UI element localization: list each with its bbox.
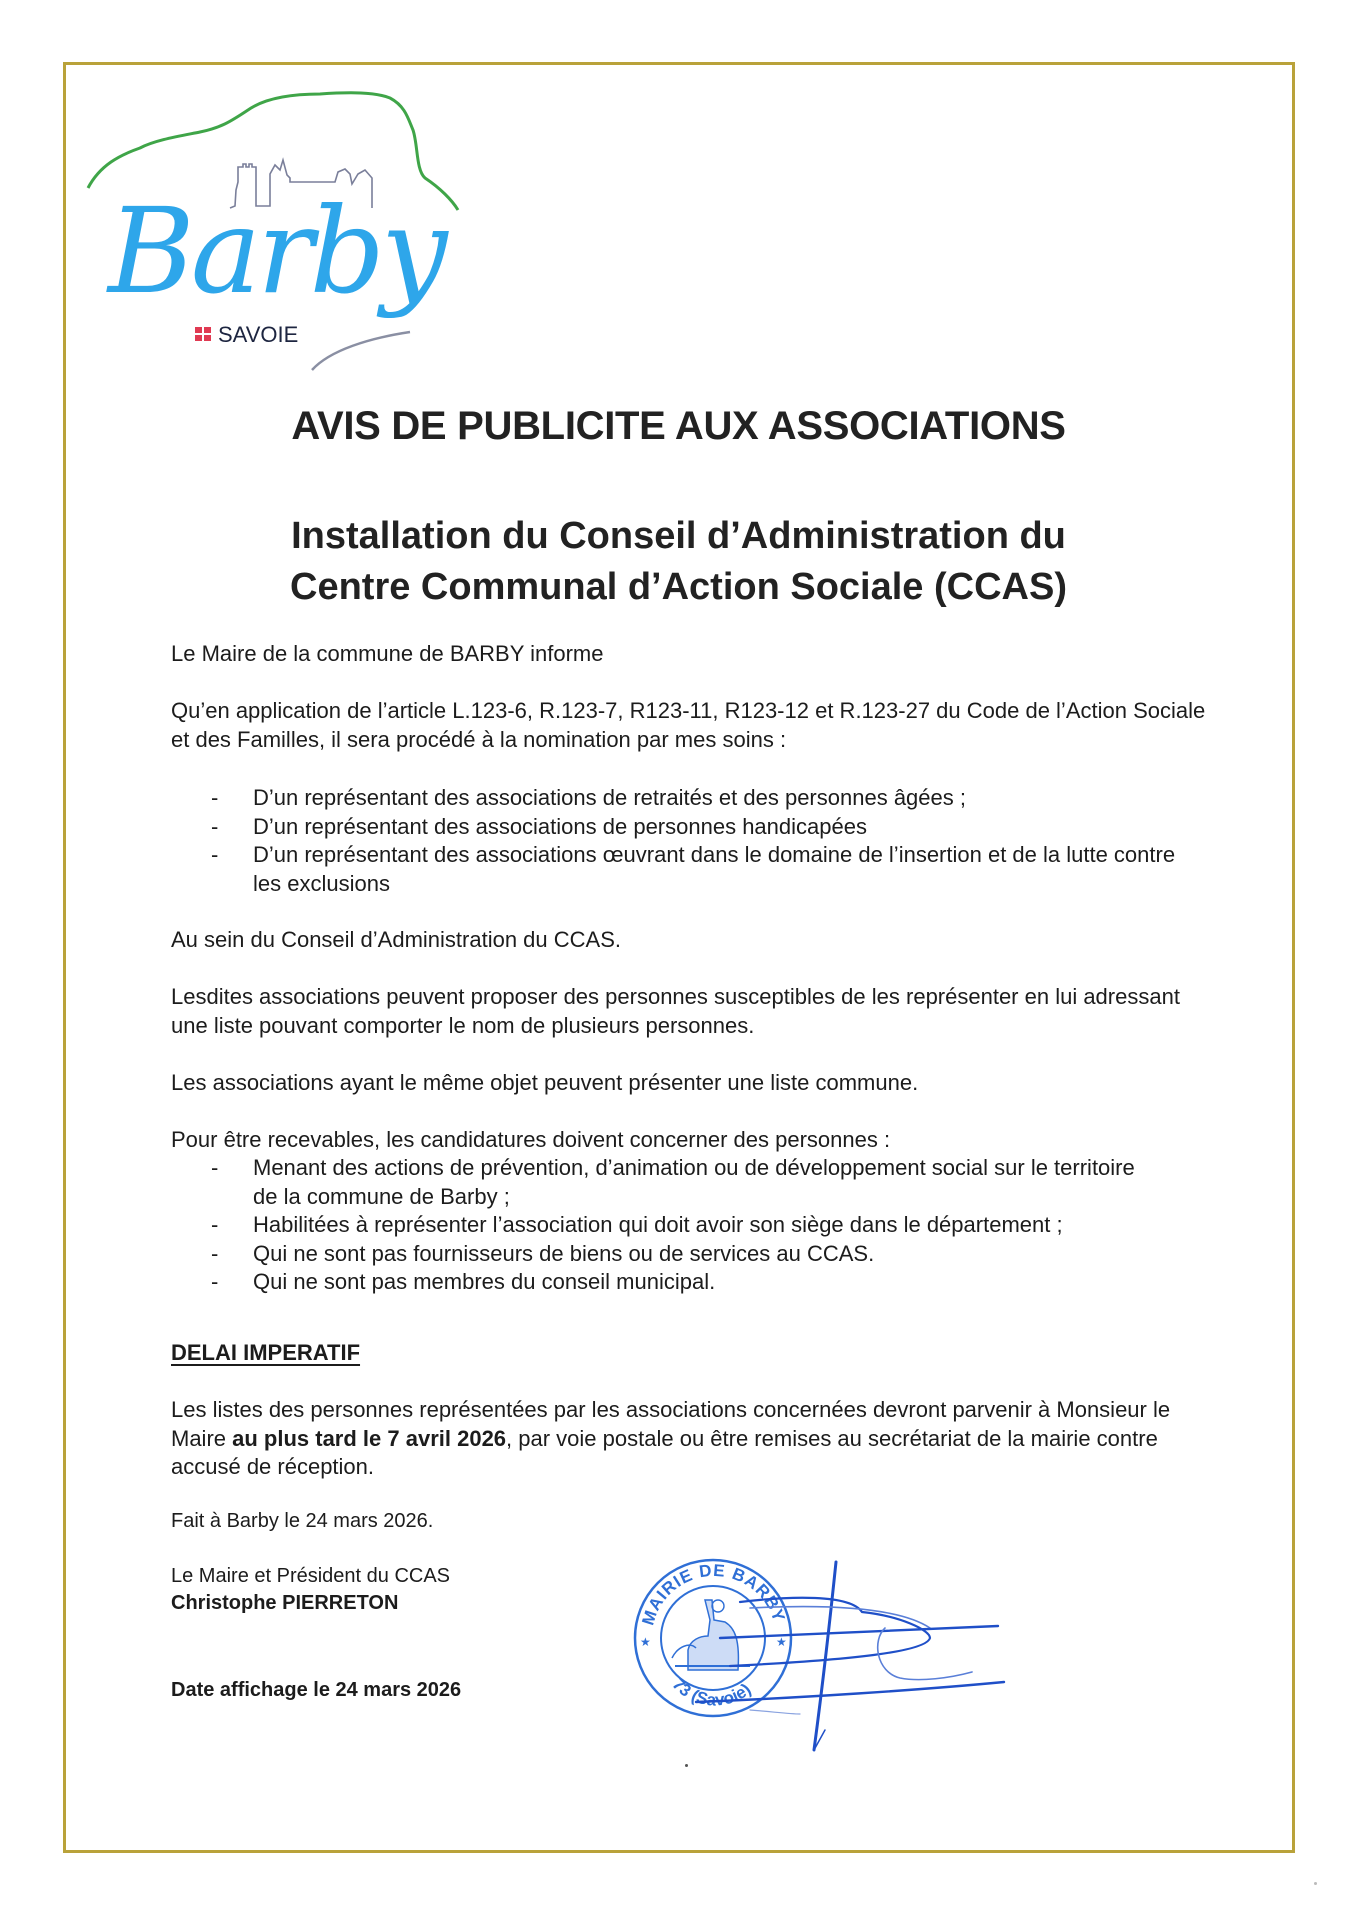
seal-top-text: MAIRIE DE BARBY bbox=[638, 1560, 789, 1628]
seal-star-right-icon: ★ bbox=[776, 1635, 787, 1649]
subtitle-line-2: Centre Communal d’Action Sociale (CCAS) bbox=[290, 566, 1067, 608]
list-item: - D’un représentant des associations de retraités et des personnes âgées ; bbox=[171, 784, 1216, 813]
list-item: - D’un représentant des associations œuvrant dans le domaine de l’insertion et de la lutte contre les exclusions bbox=[211, 842, 1176, 896]
signature-icon bbox=[696, 1562, 1004, 1750]
seal-bottom-text: 73 (Savoie) bbox=[668, 1674, 755, 1710]
deadline-date: au plus tard le 7 avril 2026 bbox=[232, 1425, 507, 1451]
deadline-heading: DELAI IMPERATIF bbox=[171, 1340, 361, 1365]
eligibility-list bbox=[171, 1154, 1171, 1297]
logo-region: SAVOIE bbox=[218, 322, 299, 347]
swoosh-icon bbox=[312, 332, 410, 370]
logo-town-name: Barby bbox=[108, 182, 444, 320]
dash-bullet: - bbox=[211, 1269, 219, 1294]
dash-bullet: - bbox=[211, 813, 219, 839]
signatory-name: Christophe PIERRETON bbox=[171, 1592, 399, 1614]
notice-subtitle bbox=[0, 511, 1357, 613]
application-paragraph: Qu’en application de l’article L.123-6, R.123-7, R123-11, R123-12 et R.123-27 du Code de l’Action Sociale et des Familles, il sera procédé à la nomination par mes soins : bbox=[171, 698, 1206, 752]
deadline-paragraph: Les listes des personnes représentées par les associations concernées devront parvenir à Monsieur le Maire au plus tard le 7 avril 2026, par voie postale ou être remises au secrétariat de la mairie contre accusé de réception. bbox=[171, 1397, 1171, 1479]
within-paragraph: Au sein du Conseil d’Administration du CCAS. bbox=[171, 927, 622, 952]
intro-paragraph: Le Maire de la commune de BARBY informe bbox=[171, 641, 604, 666]
representatives-list bbox=[171, 784, 1216, 898]
dash-bullet: - bbox=[211, 1240, 219, 1266]
subtitle-line-1: Installation du Conseil d’Administration du bbox=[291, 515, 1066, 557]
signatory-role: Le Maire et Président du CCAS bbox=[171, 1565, 451, 1587]
dash-bullet: - bbox=[211, 842, 219, 867]
list-item: - Qui ne sont pas membres du conseil municipal. bbox=[171, 1268, 1171, 1297]
scan-artifact bbox=[685, 1764, 688, 1767]
notice-title: AVIS DE PUBLICITE AUX ASSOCIATIONS bbox=[291, 404, 1066, 448]
mairie-seal-and-signature bbox=[600, 1540, 1020, 1780]
dash-bullet: - bbox=[211, 785, 219, 810]
posting-date: Date affichage le 24 mars 2026 bbox=[171, 1679, 462, 1701]
scan-artifact bbox=[1314, 1882, 1317, 1885]
proposal-paragraph: Lesdites associations peuvent proposer des personnes susceptibles de les représenter en lui adressant une liste pouvant comporter le nom de plusieurs personnes. bbox=[171, 984, 1180, 1038]
seal-star-left-icon: ★ bbox=[640, 1635, 651, 1649]
list-item: - D’un représentant des associations de personnes handicapées bbox=[171, 813, 1216, 842]
savoie-cross-icon bbox=[195, 327, 211, 341]
list-item: - Menant des actions de prévention, d’animation ou de développement social sur le territoire de la commune de Barby ; bbox=[211, 1155, 1135, 1209]
common-list-paragraph: Les associations ayant le même objet peuvent présenter une liste commune. bbox=[171, 1070, 919, 1095]
dash-bullet: - bbox=[211, 1155, 219, 1180]
list-item: - Qui ne sont pas fournisseurs de biens ou de services au CCAS. bbox=[171, 1240, 1171, 1269]
list-item: - Habilitées à représenter l’association qui doit avoir son siège dans le département ; bbox=[171, 1211, 1171, 1240]
dash-bullet: - bbox=[211, 1212, 219, 1237]
made-at-line: Fait à Barby le 24 mars 2026. bbox=[171, 1510, 434, 1532]
eligibility-intro: Pour être recevables, les candidatures doivent concerner des personnes : bbox=[171, 1127, 891, 1152]
barby-logo bbox=[80, 70, 520, 380]
